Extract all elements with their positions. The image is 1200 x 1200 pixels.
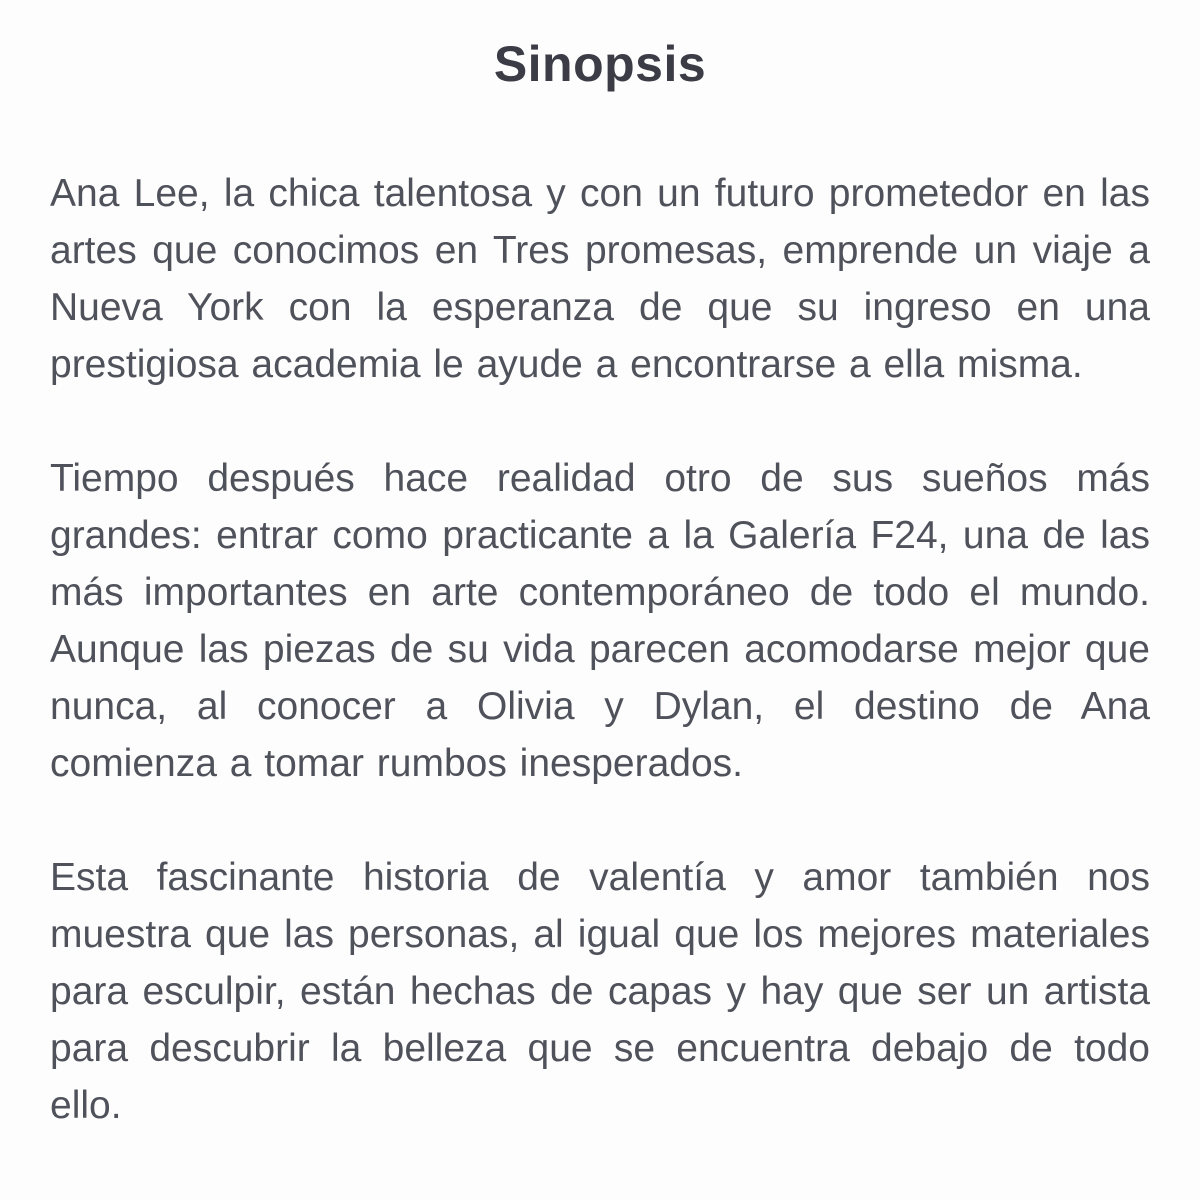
page-title: Sinopsis [493,36,707,92]
synopsis-paragraph-3: Esta fascinante historia de valentía y amor también nos muestra que las personas, al igual que los mejores materiales para esculpir, están hechas de capas y hay que ser un artista para descubrir la belleza que se encuentra debajo de todo ello. [50,856,1150,1127]
synopsis-paragraph-2: Tiempo después hace realidad otro de sus sueños más grandes: entrar como practicante a la Galería F24, una de las más importantes en arte contemporáneo de todo el mundo. Aunque las piezas de su vida parecen acomodarse mejor que nunca, al conocer a Olivia y Dylan, el destino de Ana comienza a tomar rumbos inesperados. [50,457,1150,785]
synopsis-text [50,165,1150,1134]
synopsis-paragraph-1: Ana Lee, la chica talentosa y con un futuro prometedor en las artes que conocimos en Tres promesas, emprende un viaje a Nueva York con la esperanza de que su ingreso en una prestigiosa academia le ayude a encontrarse a ella misma. [50,172,1150,386]
